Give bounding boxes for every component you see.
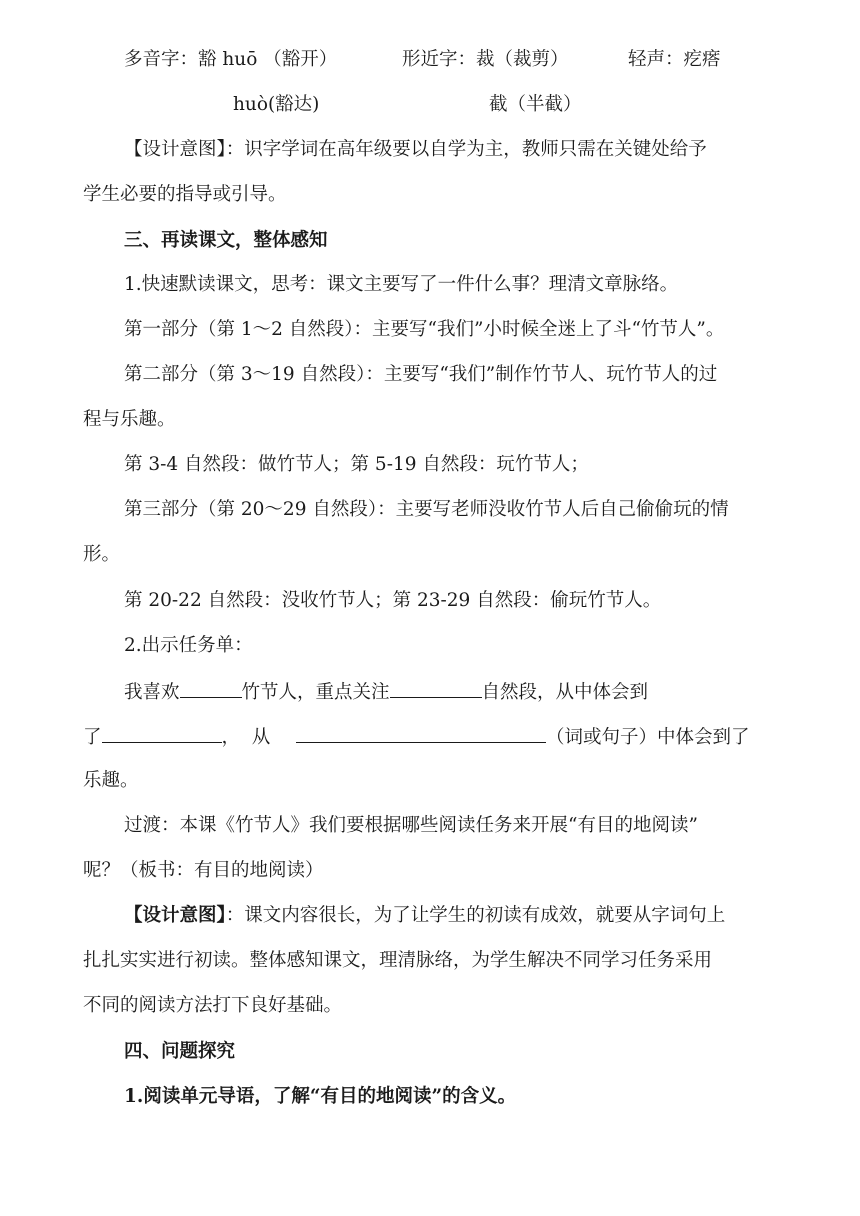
part-1-summary: 第一部分（第 1～2 自然段）：主要写“我们”小时候全迷上了斗“竹节人”。: [124, 319, 725, 340]
task-text-1: 我喜欢: [124, 682, 180, 703]
transition-line-1: 过渡：本课《竹节人》我们要根据哪些阅读任务来开展“有目的地阅读”: [124, 815, 698, 836]
part-3-summary-line-2: 形。: [83, 544, 121, 565]
polyphone-entry: 多音字：豁 huō （豁开）: [124, 49, 338, 70]
task-text-5: ， 从: [221, 727, 271, 748]
task-blank-4[interactable]: [296, 724, 546, 743]
similar-char-entry-2: 截（半截）: [489, 94, 582, 115]
part-2-detail: 第 3-4 自然段：做竹节人；第 5-19 自然段：玩竹节人；: [124, 454, 589, 475]
design-note-1-line-2: 学生必要的指导或引导。: [83, 184, 287, 205]
section-3-item-1: 1.快速默读课文，思考：课文主要写了一件什么事？理清文章脉络。: [124, 274, 679, 295]
part-2-summary-line-1: 第二部分（第 3～19 自然段）：主要写“我们”制作竹节人、玩竹节人的过: [124, 364, 718, 385]
design-note-2-line-1: [124, 904, 725, 928]
task-line-2: [83, 724, 270, 750]
polyphone-entry-2: huò(豁达): [233, 94, 320, 115]
task-text-6: （词或句子）中体会到了: [546, 727, 750, 748]
task-blank-3[interactable]: [102, 724, 222, 743]
design-note-label: 【设计意图】: [124, 905, 226, 926]
section-4-heading: 四、问题探究: [124, 1041, 236, 1062]
task-blank-1[interactable]: [180, 679, 242, 698]
section-3-item-2: 2.出示任务单：: [124, 635, 253, 656]
task-text-3: 自然段，从中体会到: [481, 682, 649, 703]
task-line-2b: [296, 724, 750, 750]
design-note-1-line-1: 【设计意图】：识字学词在高年级要以自学为主，教师只需在关键处给予: [124, 139, 707, 160]
task-blank-2[interactable]: [390, 679, 482, 698]
design-note-2-line-2: 扎扎实实进行初读。整体感知课文，理清脉络，为学生解决不同学习任务采用: [83, 950, 713, 971]
section-3-heading: 三、再读课文，整体感知: [124, 230, 328, 251]
design-note-2-text: ：课文内容很长，为了让学生的初读有成效，就要从字词句上: [225, 905, 726, 926]
part-3-summary-line-1: 第三部分（第 20～29 自然段）：主要写老师没收竹节人后自己偷偷玩的情: [124, 499, 729, 520]
section-4-item-1: 1.阅读单元导语，了解“有目的地阅读”的含义。: [124, 1086, 517, 1107]
part-2-summary-line-2: 程与乐趣。: [83, 409, 176, 430]
transition-line-2: 呢？（板书：有目的地阅读）: [83, 860, 324, 881]
task-text-4: 了: [83, 727, 102, 748]
task-line-1: [124, 679, 648, 705]
task-text-2: 竹节人，重点关注: [241, 682, 390, 703]
design-note-2-line-3: 不同的阅读方法打下良好基础。: [83, 995, 343, 1016]
neutral-tone-entry: 轻声：疙瘩: [628, 49, 721, 70]
task-text-7: 乐趣。: [83, 770, 139, 791]
similar-char-entry: 形近字：裁（裁剪）: [402, 49, 569, 70]
part-3-detail: 第 20-22 自然段：没收竹节人；第 23-29 自然段：偷玩竹节人。: [124, 590, 662, 611]
